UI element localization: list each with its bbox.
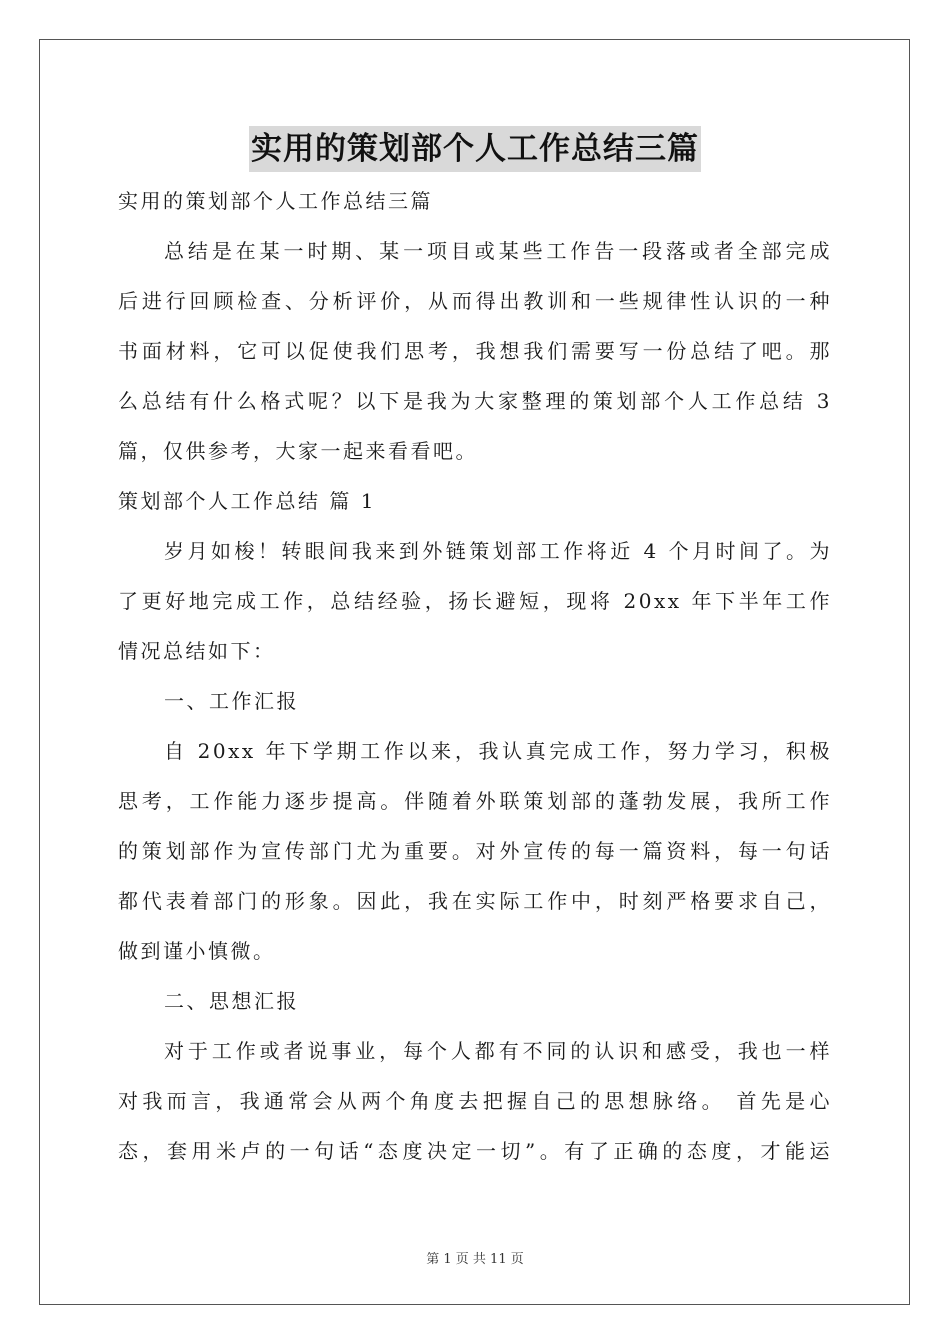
subtitle-line: 实用的策划部个人工作总结三篇	[118, 189, 433, 213]
paragraph-line: 对于工作或者说事业，每个人都有不同的认识和感受，我也一样	[164, 1039, 832, 1063]
paragraph-line: 对我而言，我通常会从两个角度去把握自己的思想脉络。 首先是心	[118, 1089, 832, 1113]
paragraph-line: 做到谨小慎微。	[118, 939, 276, 963]
paragraph-line: 么总结有什么格式呢？以下是我为大家整理的策划部个人工作总结 3	[118, 389, 832, 413]
subsection-heading: 一、工作汇报	[164, 689, 299, 713]
document-body	[118, 176, 832, 1176]
section-heading: 策划部个人工作总结 篇 1	[118, 489, 376, 513]
paragraph-line: 思考，工作能力逐步提高。伴随着外联策划部的蓬勃发展，我所工作	[118, 789, 832, 813]
subsection-heading: 二、思想汇报	[164, 989, 299, 1013]
paragraph-line: 书面材料，它可以促使我们思考，我想我们需要写一份总结了吧。那	[118, 339, 832, 363]
paragraph-line: 了更好地完成工作，总结经验，扬长避短，现将 20xx 年下半年工作	[118, 589, 832, 613]
document-title: 实用的策划部个人工作总结三篇	[249, 126, 701, 172]
paragraph-line: 篇，仅供参考，大家一起来看看吧。	[118, 439, 478, 463]
paragraph-line: 情况总结如下：	[118, 639, 276, 663]
paragraph-line: 后进行回顾检查、分析评价，从而得出教训和一些规律性认识的一种	[118, 289, 832, 313]
paragraph-line: 岁月如梭！转眼间我来到外链策划部工作将近 4 个月时间了。为	[164, 539, 832, 563]
paragraph-line: 总结是在某一时期、某一项目或某些工作告一段落或者全部完成	[164, 239, 832, 263]
paragraph-line: 自 20xx 年下学期工作以来，我认真完成工作，努力学习，积极	[164, 739, 832, 763]
document-title-wrap	[0, 126, 950, 172]
paragraph-line: 都代表着部门的形象。因此，我在实际工作中，时刻严格要求自己，	[118, 889, 832, 913]
page-number-footer: 第 1 页 共 11 页	[426, 1252, 524, 1267]
paragraph-line: 态，套用米卢的一句话“态度决定一切”。有了正确的态度，才能运	[118, 1139, 832, 1163]
paragraph-line: 的策划部作为宣传部门尤为重要。对外宣传的每一篇资料，每一句话	[118, 839, 832, 863]
